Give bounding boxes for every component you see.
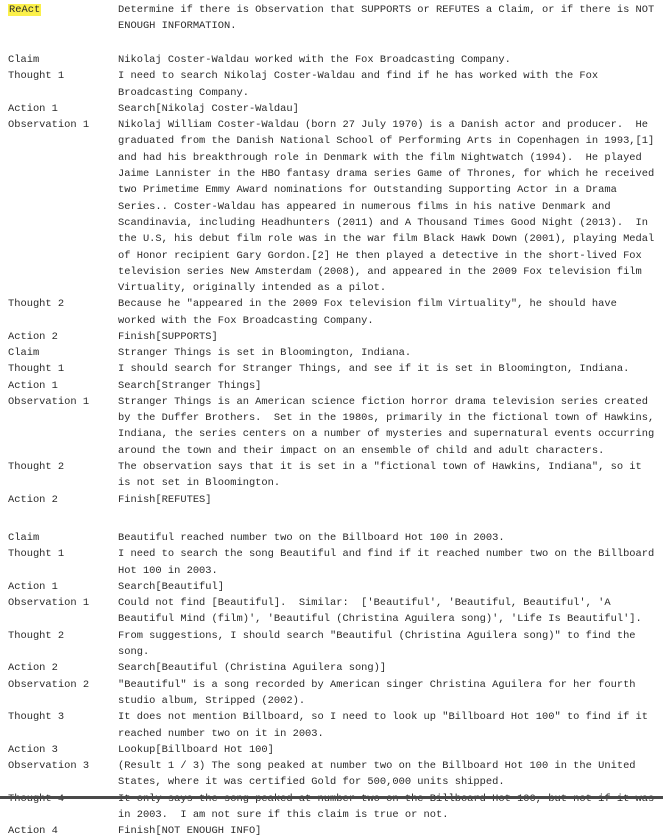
step-row: [0, 758, 658, 791]
step-row: [0, 329, 658, 345]
step-label: Thought 3: [8, 711, 65, 724]
step-label: Action 1: [8, 102, 58, 115]
step-label: Action 4: [8, 825, 58, 838]
step-row: [0, 101, 658, 117]
step-row: [0, 628, 658, 661]
step-text: (Result 1 / 3) The song peaked at number two on the Billboard Hot 100 in the United States, where it was certified Gold for 500,000 units shipped.: [118, 760, 642, 789]
step-label: Claim: [8, 54, 40, 66]
step-label: Claim: [8, 347, 40, 359]
step-label: Thought 1: [8, 363, 65, 376]
step-label: Action 2: [8, 331, 58, 344]
step-label: Thought 2: [8, 298, 65, 311]
step-row: [0, 742, 658, 758]
step-row: [0, 361, 658, 377]
step-text: Nikolaj Coster-Waldau worked with the Fox Broadcasting Company.: [118, 54, 511, 66]
step-text: Stranger Things is an American science fiction horror drama television series created by the Duffer Brothers. Set in the 1980s, primarily in the fictional town of Hawkins, Indiana, the series centers on a number of mysteries and supernatural events occurring around the town and their impact on an ensemble of child and adult characters.: [118, 395, 661, 457]
step-label: Observation 2: [8, 678, 90, 691]
step-label: Action 2: [8, 662, 58, 675]
step-row: [0, 492, 658, 508]
step-row: [0, 677, 658, 710]
step-text: in 2003. I am not sure if this claim is true or not.: [118, 809, 449, 822]
step-label: Action 3: [8, 743, 58, 756]
step-label: Thought 1: [8, 548, 65, 561]
step-text: Finish[REFUTES]: [118, 493, 212, 506]
step-row: [0, 117, 661, 296]
step-label: Action 1: [8, 580, 58, 593]
step-text: Finish[NOT ENOUGH INFO]: [118, 825, 262, 838]
example-block-3: [0, 530, 661, 840]
step-text: "Beautiful" is a song recorded by American singer Christina Aguilera for her fourth studio album, Stripped (2002).: [118, 678, 642, 707]
step-text: Because he "appeared in the 2009 Fox television film Virtuality", he should have worked with the Fox Broadcasting Company.: [118, 298, 624, 327]
step-text: Stranger Things is set in Bloomington, Indiana.: [118, 347, 412, 359]
step-text: Search[Beautiful (Christina Aguilera song)]: [118, 662, 387, 675]
header-label-cell: [0, 2, 118, 35]
example-block-1: [0, 52, 661, 345]
step-label: Observation 1: [8, 395, 90, 408]
prompt-header: [0, 2, 661, 35]
step-text: Finish[SUPPORTS]: [118, 331, 218, 344]
step-text: From suggestions, I should search "Beautiful (Christina Aguilera song)" to find the song.: [118, 629, 642, 659]
step-label: Action 2: [8, 493, 58, 506]
step-text: Beautiful reached number two on the Billboard Hot 100 in 2003.: [118, 532, 505, 544]
step-row: [0, 823, 658, 839]
step-text: Nikolaj William Coster-Waldau (born 27 July 1970) is a Danish actor and producer. He graduated from the Danish National School of Performing Arts in Copenhagen in 1993,[1] and had his breakthrough role in Denmark with the film Nightwatch (1994). He played Jaime Lannister in the HBO fantasy drama series Game of Thrones, for which he received two Primetime Emmy Award nominations for Outstanding Supporting Actor in a Drama Series.. Coster-Waldau has appeared in numerous films in his native Denmark and Scandinavia, including Headhunters (2011) and A Thousand Times Good Night (2013). In the U.S, his debut film role was in the war film Black Hawk Down (2001), playing Medal of Honor recipient Gary Gordon.[2] He then played a detective in the short-lived Fox television series New Amsterdam (2008), and appeared in the 2009 Fox television film Virtuality, originally intended as a pilot.: [118, 119, 661, 295]
step-row: [0, 52, 658, 68]
step-text: I need to search Nikolaj Coster-Waldau and find if he has worked with the Fox Broadcasting Company.: [118, 70, 605, 99]
step-label: Thought 1: [8, 70, 65, 83]
step-row: [0, 660, 658, 676]
step-label: Observation 3: [8, 760, 90, 773]
step-text: I should search for Stranger Things, and see if it is set in Bloomington, Indiana.: [118, 363, 630, 376]
step-text: Could not find [Beautiful]. Similar: ['Beautiful', 'Beautiful, Beautiful', 'A Beautiful Mind (film)', 'Beautiful (Christina Aguilera song)', 'Life Is Beautiful'].: [118, 597, 642, 626]
step-label: Observation 1: [8, 597, 90, 610]
example-block-2: [0, 345, 661, 508]
step-label: Action 1: [8, 379, 58, 392]
instruction-text: Determine if there is Observation that SUPPORTS or REFUTES a Claim, or if there is NOT ENOUGH INFORMATION.: [118, 4, 661, 33]
step-text: The observation says that it is set in a "fictional town of Hawkins, Indiana", so it is not set in Bloomington.: [118, 461, 649, 490]
step-row: [0, 345, 658, 361]
step-row: [0, 378, 658, 394]
step-text: I need to search the song Beautiful and find if it reached number two on the Billboard Hot 100 in 2003.: [118, 548, 661, 577]
step-row: [0, 394, 661, 459]
react-label-highlight: ReAct: [9, 4, 41, 16]
bottom-divider: [0, 796, 663, 799]
step-label: Observation 1: [8, 119, 90, 132]
step-text: Search[Stranger Things]: [118, 379, 262, 392]
step-row: [0, 579, 658, 595]
step-row: [0, 68, 658, 101]
step-text: It does not mention Billboard, so I need to look up "Billboard Hot 100" to find if it reached number two on it in 2003.: [118, 711, 655, 740]
step-label: Thought 2: [8, 461, 65, 474]
step-text: Search[Beautiful]: [118, 580, 225, 593]
step-label: Claim: [8, 532, 40, 544]
step-row: [0, 595, 658, 628]
step-row: [0, 546, 661, 579]
step-text: Lookup[Billboard Hot 100]: [118, 743, 274, 756]
step-row: [0, 709, 658, 742]
step-label: Thought 2: [8, 629, 65, 642]
step-text: Search[Nikolaj Coster-Waldau]: [118, 102, 299, 115]
step-row: [0, 459, 658, 492]
step-row: [0, 530, 658, 546]
step-row: [0, 296, 658, 329]
